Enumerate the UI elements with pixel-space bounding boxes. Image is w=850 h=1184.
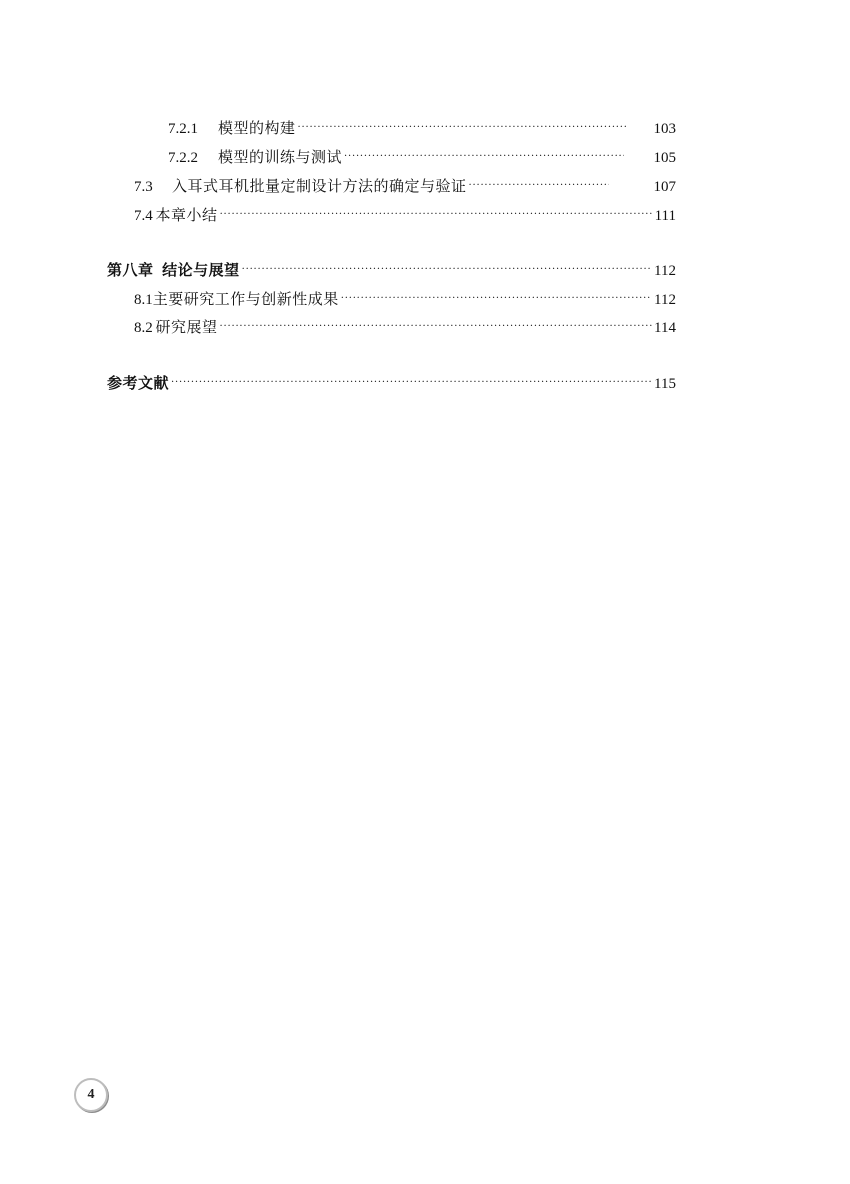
toc-entry-page: 112	[654, 263, 676, 279]
toc-entry-title: 研究展望	[155, 318, 218, 336]
dot-leader	[469, 175, 609, 197]
dot-leader	[220, 204, 653, 226]
toc-entry[interactable]	[134, 316, 676, 338]
toc-entry-number: 8.1	[134, 292, 153, 308]
toc-chapter-number: 第八章	[107, 261, 154, 279]
toc-entry-title: 主要研究工作与创新性成果	[152, 290, 339, 308]
dot-leader	[341, 288, 652, 310]
toc-entry-page: 115	[654, 376, 676, 392]
toc-entry[interactable]	[134, 288, 676, 310]
toc-entry[interactable]	[134, 204, 676, 226]
dot-leader	[298, 117, 628, 139]
toc-entry-number: 8.2	[134, 320, 153, 336]
toc-chapter-title: 结论与展望	[162, 261, 240, 279]
toc-entry-page: 107	[653, 179, 676, 195]
toc-entry-page: 114	[654, 320, 676, 336]
toc-entry-title: 模型的构建	[218, 119, 296, 137]
toc-entry-page: 103	[653, 121, 676, 137]
dot-leader	[242, 259, 652, 281]
toc-entry-page: 112	[654, 292, 676, 308]
toc-entry-number: 7.3	[134, 179, 153, 195]
toc-entry-title: 本章小结	[155, 206, 218, 224]
toc-entry-number: 7.4	[134, 208, 153, 224]
toc-references-entry[interactable]	[107, 372, 676, 394]
dot-leader	[220, 316, 653, 338]
page-number: 4	[87, 1087, 95, 1102]
toc-entry[interactable]	[168, 117, 676, 139]
toc-references-title: 参考文献	[107, 374, 170, 392]
toc-entry[interactable]	[134, 175, 676, 197]
toc-entry-title: 模型的训练与测试	[218, 148, 343, 166]
toc-entry-number: 7.2.1	[168, 121, 198, 137]
toc-chapter-entry[interactable]	[107, 259, 676, 281]
toc-entry[interactable]	[168, 146, 676, 168]
dot-leader	[171, 372, 652, 394]
dot-leader	[344, 146, 624, 168]
page-number-badge	[74, 1078, 108, 1112]
toc-entry-page: 111	[654, 208, 676, 224]
toc-entry-page: 105	[653, 150, 676, 166]
toc-entry-title: 入耳式耳机批量定制设计方法的确定与验证	[172, 177, 467, 195]
toc-entry-number: 7.2.2	[168, 150, 198, 166]
